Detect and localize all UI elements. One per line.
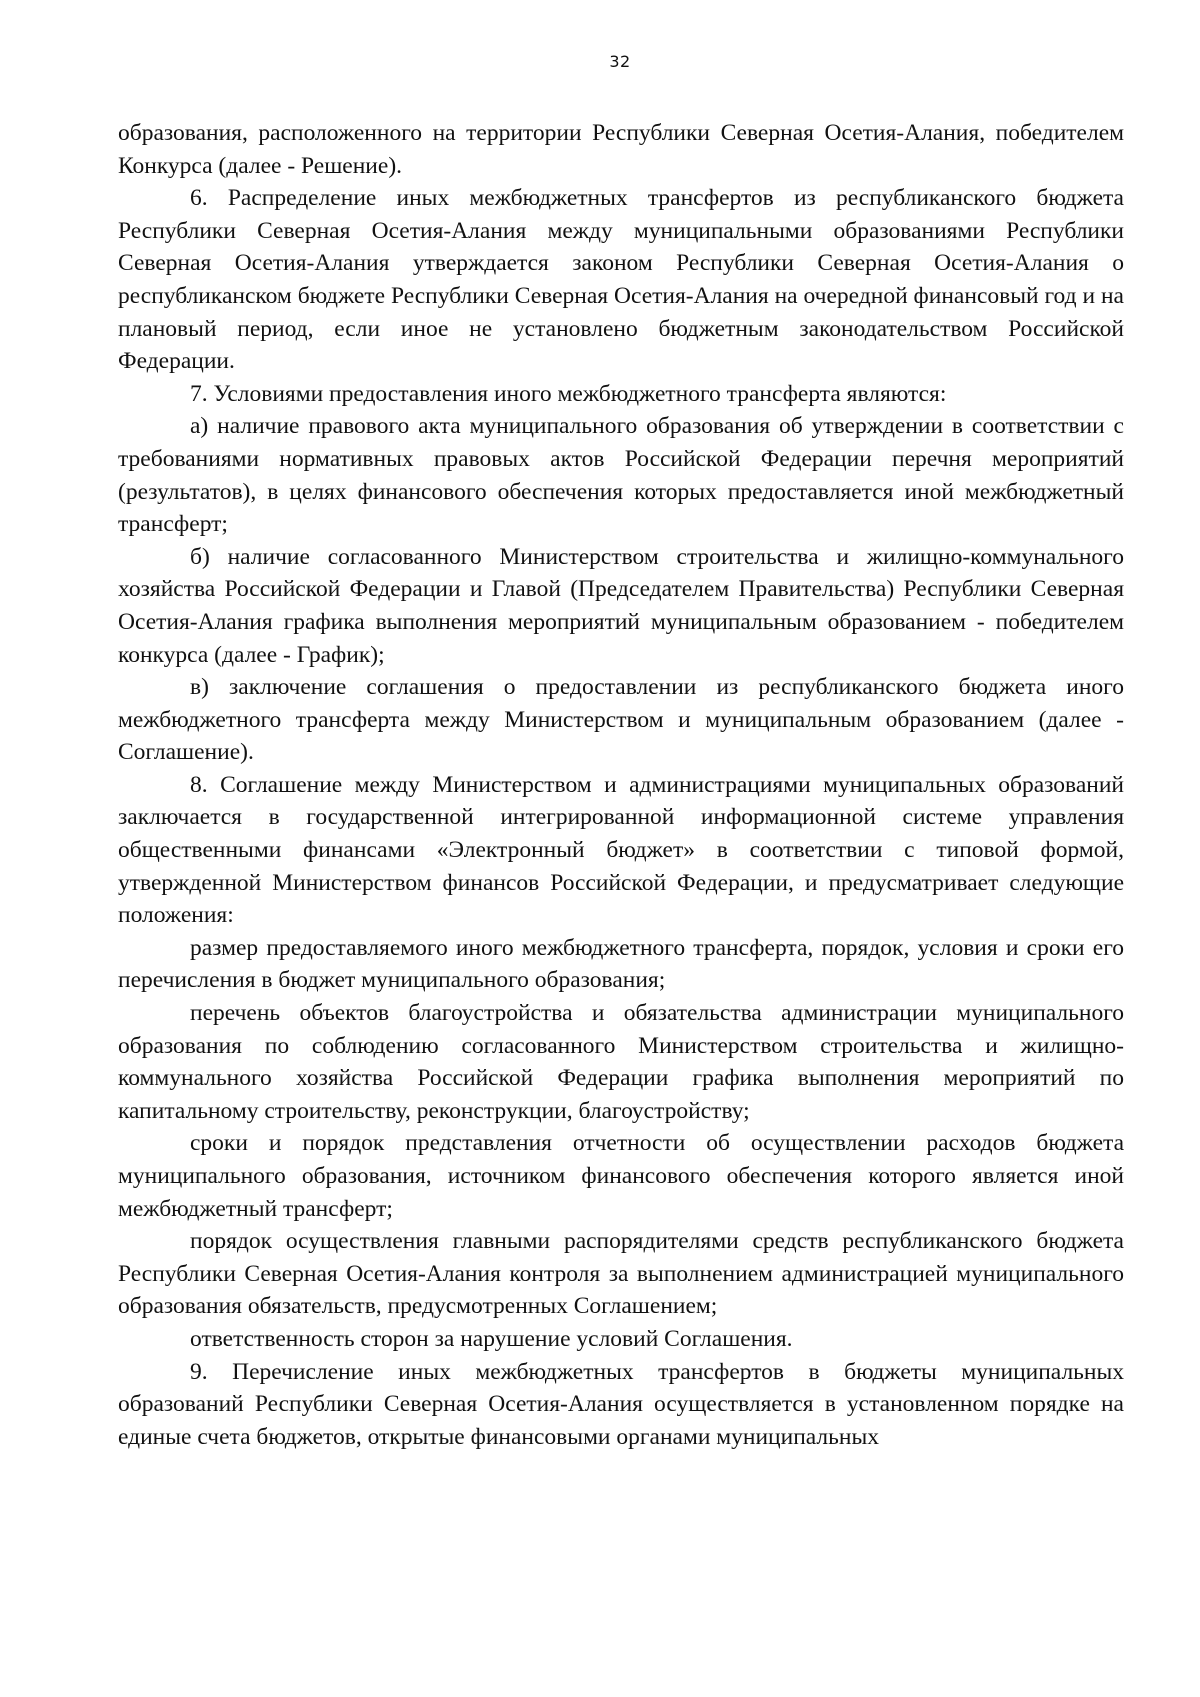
paragraph-9: 9. Перечисление иных межбюджетных трансфертов в бюджеты муниципальных образований Республики Северная Осетия-Алания осуществляется в установленном порядке на единые счета бюджетов, открытые финансовыми органами муниципальных [118, 1358, 1124, 1450]
paragraph-8-item-4: порядок осуществления главными распорядителями средств республиканского бюджета Республики Северная Осетия-Алания контроля за выполнением администрацией муниципального образования обязательств, предусмотренных Соглашением; [118, 1228, 1124, 1320]
paragraph-8-item-3: сроки и порядок представления отчетности об осуществлении расходов бюджета муниципального образования, источником финансового обеспечения которого является иной межбюджетный трансферт; [118, 1130, 1124, 1222]
paragraph-8-item-5: ответственность сторон за нарушение условий Соглашения. [190, 1325, 793, 1352]
paragraph-7: 7. Условиями предоставления иного межбюджетного трансферта являются: [190, 380, 947, 407]
paragraph-7a: а) наличие правового акта муниципального образования об утверждении в соответствии с требованиями нормативных правовых актов Российской Федерации перечня мероприятий (результатов), в целях финансового обеспечения которых предоставляется иной межбюджетный трансферт; [118, 413, 1124, 538]
paragraph-7c: в) заключение соглашения о предоставлении из республиканского бюджета иного межбюджетного трансферта между Министерством и муниципальным образованием (далее - Соглашение). [118, 674, 1124, 766]
paragraph-8-item-1: размер предоставляемого иного межбюджетного трансферта, порядок, условия и сроки его перечисления в бюджет муниципального образования; [118, 934, 1124, 994]
paragraph-6: 6. Распределение иных межбюджетных трансфертов из республиканского бюджета Республики Северная Осетия-Алания между муниципальными образованиями Республики Северная Осетия-Алания утверждается законом Республики Северная Осетия-Алания о республиканском бюджете Республики Северная Осетия-Алания на очередной финансовый год и на плановый период, если иное не установлено бюджетным законодательством Российской Федерации. [118, 185, 1124, 375]
paragraph-7b: б) наличие согласованного Министерством строительства и жилищно-коммунального хозяйства Российской Федерации и Главой (Председателем Правительства) Республики Северная Осетия-Алания графика выполнения мероприятий муниципальным образованием - победителем конкурса (далее - График); [118, 543, 1124, 668]
paragraph-continuation: образования, расположенного на территории Республики Северная Осетия-Алания, победителем Конкурса (далее - Решение). [118, 120, 1124, 179]
document-body [118, 117, 1124, 1453]
paragraph-8: 8. Соглашение между Министерством и администрациями муниципальных образований заключается в государственной интегрированной информационной системе управления общественными финансами «Электронный бюджет» в соответствии с типовой формой, утвержденной Министерством финансов Российской Федерации, и предусматривает следующие положения: [118, 771, 1124, 929]
paragraph-8-item-2: перечень объектов благоустройства и обязательства администрации муниципального образования по соблюдению согласованного Министерством строительства и жилищно-коммунального хозяйства Российской Федерации графика выполнения мероприятий по капитальному строительству, реконструкции, благоустройству; [118, 1000, 1124, 1124]
page-number: 32 [609, 52, 631, 71]
